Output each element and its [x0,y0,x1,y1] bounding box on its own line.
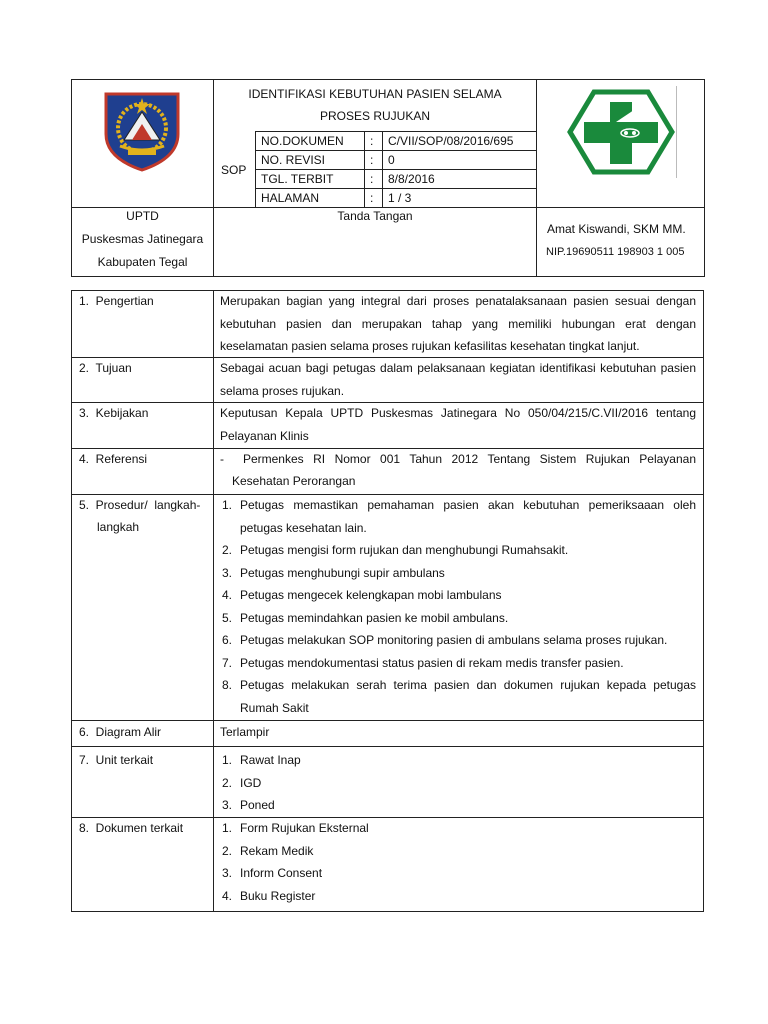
section-text-diagram: Terlampir [220,725,270,739]
section-label-pengertian: 1. Pengertian [79,294,154,308]
meta-value-no-revisi: 0 [388,153,395,167]
section-text-referensi-line2: Kesehatan Perorangan [232,474,356,488]
puskesmas-logo-icon [566,88,676,176]
section-label-prosedur-line2: langkah [97,520,140,534]
meta-label-tgl-terbit: TGL. TERBIT [261,172,334,186]
list-item: 8. Petugas melakukan serah terima pasien dan dokumen rujukan kepada petugas Rumah Sakit [222,678,696,715]
meta-sep: : [370,172,374,186]
section-text-referensi-line1: - Permenkes RI Nomor 001 Tahun 2012 Tentang Sistem Rujukan Pelayanan [220,452,696,466]
list-item: 3. Petugas menghubungi supir ambulans [222,565,445,580]
section-label-dokumen: 8. Dokumen terkait [79,821,184,835]
meta-label-no-revisi: NO. REVISI [261,153,326,167]
meta-sep: : [370,134,374,148]
section-label-referensi: 4. Referensi [79,452,148,466]
prosedur-steps [218,494,696,719]
list-item: 4. Buku Register [222,888,316,903]
dokumen-list [218,817,696,907]
sop-label: SOP [221,163,247,177]
list-item: 6. Petugas melakukan SOP monitoring pasien di ambulans selama proses rujukan. [222,633,668,647]
meta-label-halaman: HALAMAN [261,191,320,205]
list-item: 5. Petugas memindahkan pasien ke mobil ambulans. [222,610,509,625]
org-line3: Kabupaten Tegal [97,255,188,269]
meta-sep: : [370,153,374,167]
list-item: 2. Petugas mengisi form rujukan dan menghubungi Rumahsakit. [222,543,569,557]
document-title-line2: PROSES RUJUKAN [319,109,431,123]
list-item: 1. Rawat Inap [222,753,301,767]
section-text-pengertian: Merupakan bagian yang integral dari proses penatalaksanaan pasien sesuai dengan kebutuhan pasien dan merupakan tahap yang memiliki hubungan erat dengan keselamatan pasien selama proses rujukan kefasilitas kesehatan tingkat lanjut. [220,294,696,353]
list-item: 2. IGD [222,775,262,790]
signer-name: Amat Kiswandi, SKM MM. [547,222,686,236]
document-title-line1: IDENTIFIKASI KEBUTUHAN PASIEN SELAMA [248,87,502,101]
section-text-kebijakan: Keputusan Kepala UPTD Puskesmas Jatinegara No 050/04/215/C.VII/2016 tentang Pelayanan Klinis [220,406,696,443]
org-line2: Puskesmas Jatinegara [81,232,204,246]
list-item: 1. Form Rujukan Eksternal [222,821,369,835]
meta-sep: : [370,191,374,205]
list-item: 3. Inform Consent [222,866,323,880]
list-item: 7. Petugas mendokumentasi status pasien di rekam medis transfer pasien. [222,655,624,670]
meta-value-no-dokumen: C/VII/SOP/08/2016/695 [388,134,514,148]
unit-list [218,749,696,817]
regency-crest-icon [102,88,182,172]
section-label-unit: 7. Unit terkait [79,753,154,767]
section-label-tujuan: 2. Tujuan [79,361,132,375]
section-label-prosedur: 5. Prosedur/ langkah- [79,498,201,512]
section-text-tujuan: Sebagai acuan bagi petugas dalam pelaksanaan kegiatan identifikasi kebutuhan pasien selama proses rujukan. [220,361,696,398]
section-label-diagram: 6. Diagram Alir [79,725,162,739]
meta-value-tgl-terbit: 8/8/2016 [388,172,435,186]
meta-label-no-dokumen: NO.DOKUMEN [261,134,344,148]
section-label-kebijakan: 3. Kebijakan [79,406,149,420]
meta-value-halaman: 1 / 3 [388,191,412,205]
signer-nip: NIP.19690511 198903 1 005 [546,246,685,258]
org-line1: UPTD [126,209,159,223]
list-item: 1. Petugas memastikan pemahaman pasien akan kebutuhan pemeriksaaan oleh petugas kesehatan lain. [222,498,696,535]
signature-label: Tanda Tangan [337,209,413,223]
list-item: 2. Rekam Medik [222,843,314,858]
list-item: 4. Petugas mengecek kelengkapan mobi lambulans [222,588,502,602]
list-item: 3. Poned [222,798,275,812]
